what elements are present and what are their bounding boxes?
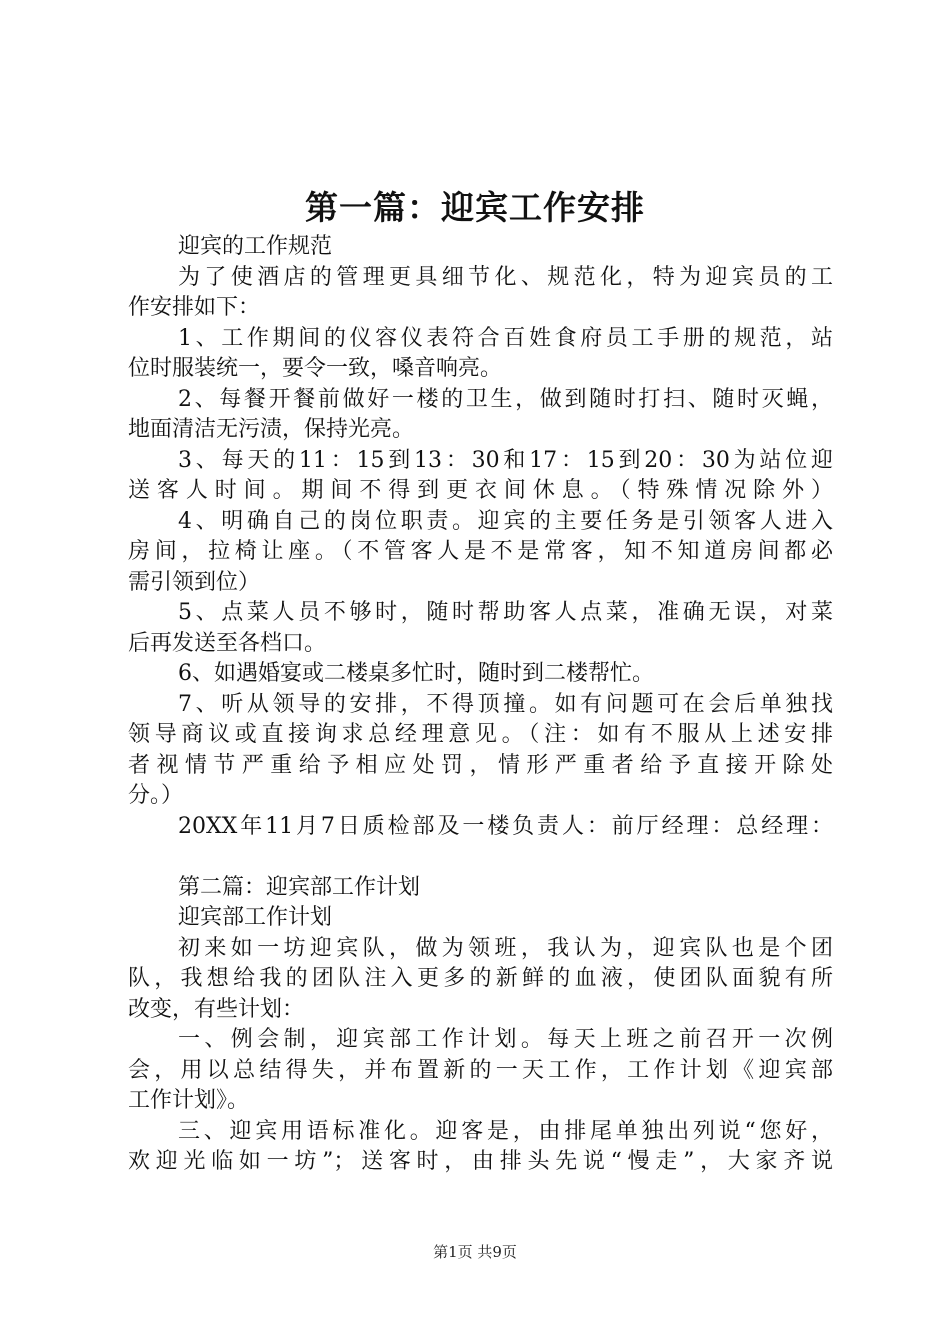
text-line: 改变，有些计划： <box>128 996 305 1022</box>
text-line: 迎宾的工作规范 <box>178 234 333 259</box>
text-line: 一、例会制，迎宾部工作计划。每天上班之前召开一次例 <box>178 1027 833 1052</box>
text-line: 位时服装统一，要令一致，嗓音响亮。 <box>128 356 503 381</box>
text-line: 作安排如下： <box>128 295 261 320</box>
text-line: 后再发送至各档口。 <box>128 630 327 656</box>
blank-line <box>128 842 833 873</box>
text-line: 欢迎光临如一坊”；送客时，由排头先说“慢走”，大家齐说 <box>128 1149 833 1174</box>
document-title: 第一篇：迎宾工作安排 <box>305 188 645 227</box>
text-line: 5、点菜人员不够时，随时帮助客人点菜，准确无误，对菜 <box>178 600 833 625</box>
text-line: 工作计划》。 <box>128 1088 250 1113</box>
text-line: 为了使酒店的管理更具细节化、规范化，特为迎宾员的工 <box>178 264 833 290</box>
text-line: 者视情节严重给予相应处罚，情形严重者给予直接开除处 <box>128 752 833 778</box>
text-line: 1、工作期间的仪容仪表符合百姓食府员工手册的规范，站 <box>178 325 833 351</box>
text-line: 会，用以总结得失，并布置新的一天工作，工作计划《迎宾部 <box>128 1057 833 1083</box>
text-line: 4、明确自己的岗位职责。迎宾的主要任务是引领客人进入 <box>178 508 833 534</box>
text-line: 送客人时间。期间不得到更衣间休息。（特殊情况除外） <box>128 478 833 503</box>
text-line: 队，我想给我的团队注入更多的新鲜的血液，使团队面貌有所 <box>128 966 833 991</box>
text-line: 需引领到位） <box>128 569 261 595</box>
section-heading: 第二篇：迎宾部工作计划 <box>178 874 421 900</box>
text-line: 地面清洁无污渍，保持光亮。 <box>128 417 415 442</box>
document-body <box>128 232 833 1178</box>
text-line: 三、迎宾用语标准化。迎客是，由排尾单独出列说“您好， <box>178 1118 833 1144</box>
text-line: 6、如遇婚宴或二楼桌多忙时，随时到二楼帮忙。 <box>178 661 654 686</box>
text-line: 房间，拉椅让座。（不管客人是不是常客，知不知道房间都必 <box>128 539 833 564</box>
text-line: 初来如一坊迎宾队，做为领班，我认为，迎宾队也是个团 <box>178 935 833 961</box>
text-line: 迎宾部工作计划 <box>178 905 333 930</box>
text-line: 3、每天的11：15到13：30和17：15到20：30为站位迎 <box>178 447 833 473</box>
text-line: 7、听从领导的安排，不得顶撞。如有问题可在会后单独找 <box>178 691 833 717</box>
text-line: 领导商议或直接询求总经理意见。（注：如有不服从上述安排 <box>128 722 833 747</box>
text-line: 20XX年11月7日质检部及一楼负责人：前厅经理：总经理： <box>178 813 833 839</box>
text-line: 分。） <box>128 783 184 808</box>
text-line: 2、每餐开餐前做好一楼的卫生，做到随时打扫、随时灭蝇， <box>178 386 833 412</box>
page-number-footer: 第1页 共9页 <box>433 1243 517 1261</box>
